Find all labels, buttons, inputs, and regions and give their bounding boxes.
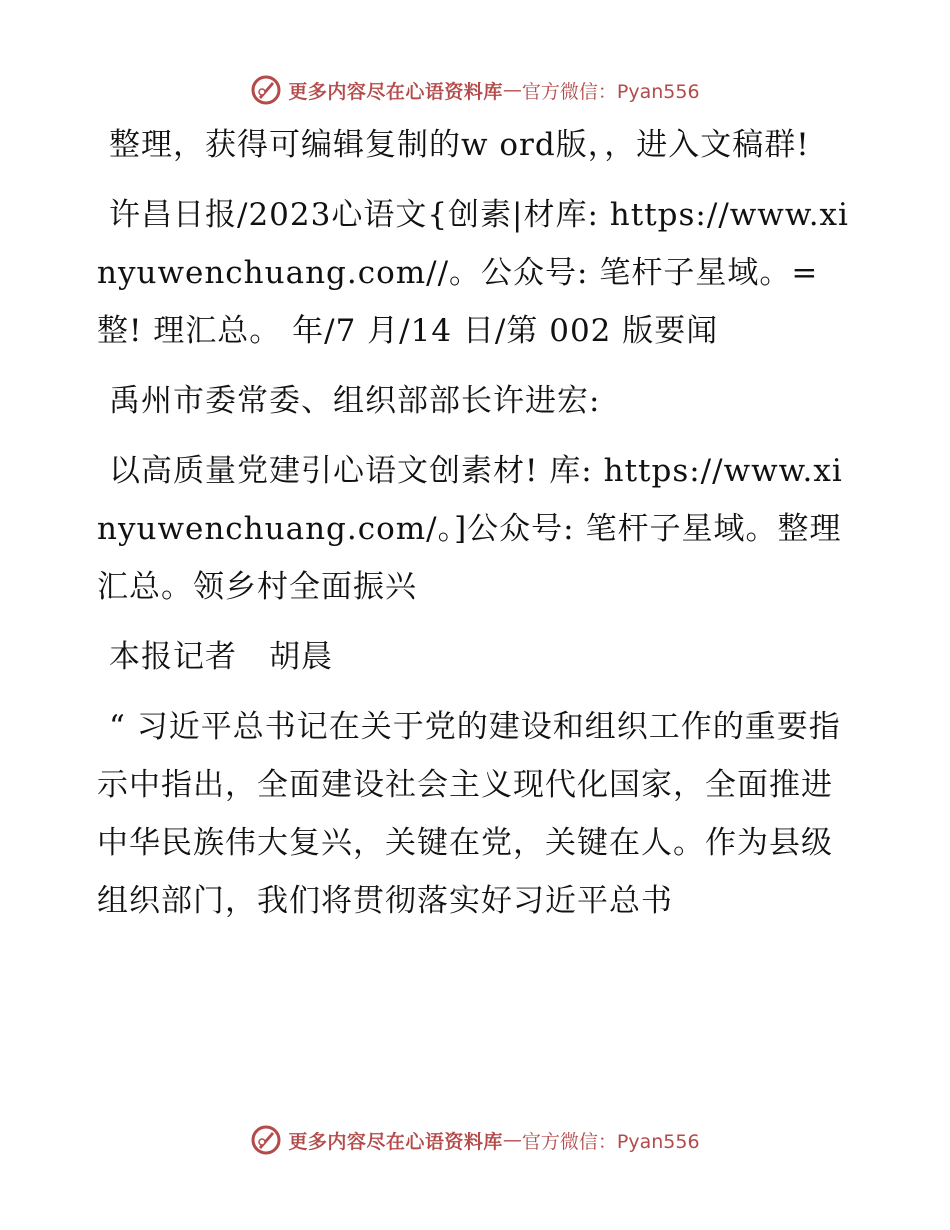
- paragraph-source: 许昌日报/2023心语文{创素|材库: https://www.xinyuwenchuang.com//。公众号: 笔杆子星域。=整! 理汇总。 年/7 月/14 日/第 002 版要闻: [97, 197, 849, 349]
- paragraph-reporter: 本报记者 胡晨: [109, 639, 333, 675]
- paragraph-headline: 以高质量党建引心语文创素材! 库: https://www.xinyuwenchuang.com/。]公众号: 笔杆子星域。整理汇总。领乡村全面振兴: [97, 453, 843, 605]
- banner-title: 更多内容尽在心语资料库: [288, 80, 503, 103]
- banner-contact: 官方微信：Pyan556: [521, 80, 700, 103]
- footer-banner: [0, 1120, 950, 1160]
- quill-seal-icon: [250, 74, 282, 106]
- quill-seal-icon: [250, 1124, 282, 1156]
- banner-contact: 官方微信：Pyan556: [521, 1130, 700, 1153]
- paragraph-intro: 整理，获得可编辑复制的w ord版，，进入文稿群!: [109, 127, 810, 163]
- header-banner: [0, 70, 950, 110]
- banner-separator: —: [502, 79, 522, 101]
- paragraph-body: “ 习近平总书记在关于党的建设和组织工作的重要指示中指出，全面建设社会主义现代化国家，全面推进中华民族伟大复兴，关键在党，关键在人。作为县级组织部门，我们将贯彻落实好习近平总书: [97, 709, 841, 919]
- banner-separator: —: [502, 1129, 522, 1151]
- paragraph-byline-official: 禹州市委常委、组织部部长许进宏:: [109, 383, 601, 419]
- document-body: [97, 116, 857, 942]
- banner-title: 更多内容尽在心语资料库: [288, 1130, 503, 1153]
